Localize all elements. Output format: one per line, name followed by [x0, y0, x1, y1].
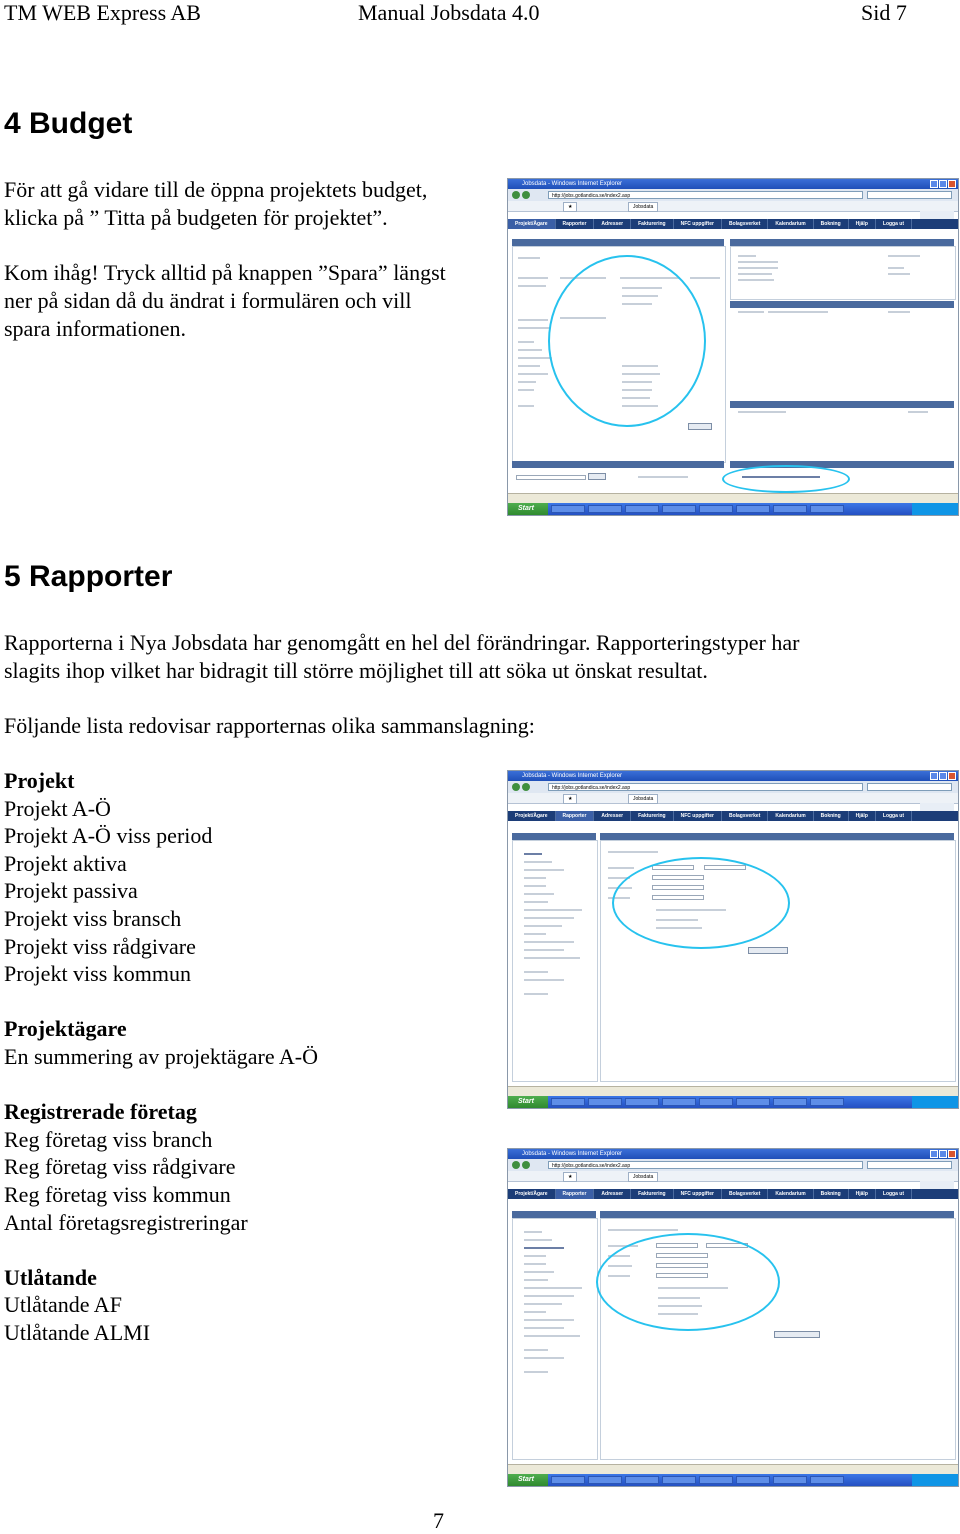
tab-bar: [508, 201, 958, 212]
group-title-projekt: Projekt: [4, 768, 75, 793]
list-item: Projekt viss kommun: [4, 961, 192, 987]
window-titlebar: Jobsdata - Windows Internet Explorer: [508, 771, 958, 781]
url-field: http://jobs.gotlandica.se/index2.asp: [548, 191, 863, 199]
header-page-label: Sid 7: [861, 0, 907, 25]
list-item: Antal företagsregistreringar: [4, 1209, 248, 1235]
logo: [920, 803, 954, 811]
url-field: http://jobs.gotlandica.se/index2.asp: [548, 1161, 863, 1169]
search-field: [867, 783, 952, 791]
browser-tab: ★: [563, 202, 577, 212]
group-title-registrerade-foretag: Registrerade företag: [4, 1099, 197, 1125]
list-item: Projekt passiva: [4, 878, 138, 904]
taskbar: [508, 503, 958, 515]
window-controls: [930, 772, 956, 780]
list-item: Projekt viss bransch: [4, 905, 182, 931]
system-tray: [912, 503, 958, 515]
budget-screenshot: [507, 178, 959, 516]
browser-tab-jobsdata: Jobsdata: [628, 1172, 658, 1182]
header-company: TM WEB Express AB: [4, 0, 201, 25]
show-result-button: [774, 1331, 820, 1338]
header-manual-title: Manual Jobsdata 4.0: [358, 0, 540, 25]
window-titlebar: Jobsdata - Windows Internet Explorer: [508, 179, 958, 189]
browser-tab-jobsdata: Jobsdata: [628, 202, 658, 212]
list-item: Projekt aktiva: [4, 850, 127, 876]
system-tray: [912, 1096, 958, 1108]
list-item: Projekt viss rådgivare: [4, 933, 196, 959]
back-icon: [512, 191, 520, 199]
window-controls: [930, 180, 956, 188]
taskbar: [508, 1096, 958, 1108]
browser-tab: ★: [563, 794, 577, 804]
search-field: [867, 1161, 952, 1169]
close-icon: [948, 180, 956, 188]
close-icon: [948, 1150, 956, 1158]
browser-tab-jobsdata: Jobsdata: [628, 794, 658, 804]
start-button: Start: [508, 1096, 548, 1108]
taskbar: [508, 1474, 958, 1486]
reports-foretag-screenshot: [507, 1148, 959, 1487]
highlight-ellipse: [548, 255, 706, 427]
list-item: Utlåtande ALMI: [4, 1319, 151, 1345]
page-number: 7: [433, 1508, 444, 1533]
budget-intro: För att gå vidare till de öppna projektets budget, klicka på ” Titta på budgeten för projektet”.: [4, 177, 428, 230]
forward-icon: [522, 783, 530, 791]
reports-heading: 5 Rapporter: [4, 560, 173, 593]
reports-intro: Rapporterna i Nya Jobsdata har genomgått en hel del förändringar. Rapporteringstyper har slagits ihop vilket har bidragit till större möjlighet till att söka ut önskat resultat.: [4, 630, 800, 683]
report-groups: [4, 767, 318, 1346]
budget-reminder: Kom ihåg! Tryck alltid på knappen ”Spara” längst ner på sidan då du ändrat i formulären och vill spara informationen.: [4, 260, 446, 341]
list-item: En summering av projektägare A-Ö: [4, 1043, 319, 1069]
app-nav: Projekt/Ägare Rapporter Adresser Fakturering NFC uppgifter Bolagsverket Kalendarium Bokning Hjälp Logga ut: [508, 811, 958, 821]
tab-bar: [508, 1171, 958, 1182]
highlight-ellipse: [722, 465, 850, 493]
start-button: Start: [508, 503, 548, 515]
system-tray: [912, 1474, 958, 1486]
window-titlebar: Jobsdata - Windows Internet Explorer: [508, 1149, 958, 1159]
forward-icon: [522, 191, 530, 199]
search-field: [867, 191, 952, 199]
list-item: Projekt A-Ö: [4, 795, 111, 821]
reports-projekt-screenshot: [507, 770, 959, 1109]
budget-heading: 4 Budget: [4, 107, 133, 140]
list-item: Projekt A-Ö viss period: [4, 823, 213, 849]
back-icon: [512, 783, 520, 791]
app-nav: Projekt/Ägare Rapporter Adresser Fakturering NFC uppgifter Bolagsverket Kalendarium Bokning Hjälp Logga ut: [508, 1189, 958, 1199]
start-button: Start: [508, 1474, 548, 1486]
back-icon: [512, 1161, 520, 1169]
group-title-utlatande: Utlåtande: [4, 1264, 97, 1290]
list-item: Utlåtande AF: [4, 1292, 122, 1318]
forward-icon: [522, 1161, 530, 1169]
reports-list-intro: Följande lista redovisar rapporternas olika sammanslagning:: [4, 713, 535, 738]
logo: [920, 211, 954, 219]
app-nav: Projekt/Ägare Rapporter Adresser Fakturering NFC uppgifter Bolagsverket Kalendarium Bokning Hjälp Logga ut: [508, 219, 958, 229]
logo: [920, 1181, 954, 1189]
browser-tab: ★: [563, 1172, 577, 1182]
show-result-button: [748, 947, 788, 954]
save-button: [688, 423, 712, 430]
window-controls: [930, 1150, 956, 1158]
list-item: Reg företag viss branch: [4, 1126, 213, 1152]
highlight-ellipse: [596, 1233, 780, 1331]
group-title-projektagare: Projektägare: [4, 1016, 127, 1042]
url-field: http://jobs.gotlandica.se/index2.asp: [548, 783, 863, 791]
list-item: Reg företag viss kommun: [4, 1181, 231, 1207]
list-item: Reg företag viss rådgivare: [4, 1154, 236, 1180]
close-icon: [948, 772, 956, 780]
highlight-ellipse: [612, 857, 790, 949]
tab-bar: [508, 793, 958, 804]
